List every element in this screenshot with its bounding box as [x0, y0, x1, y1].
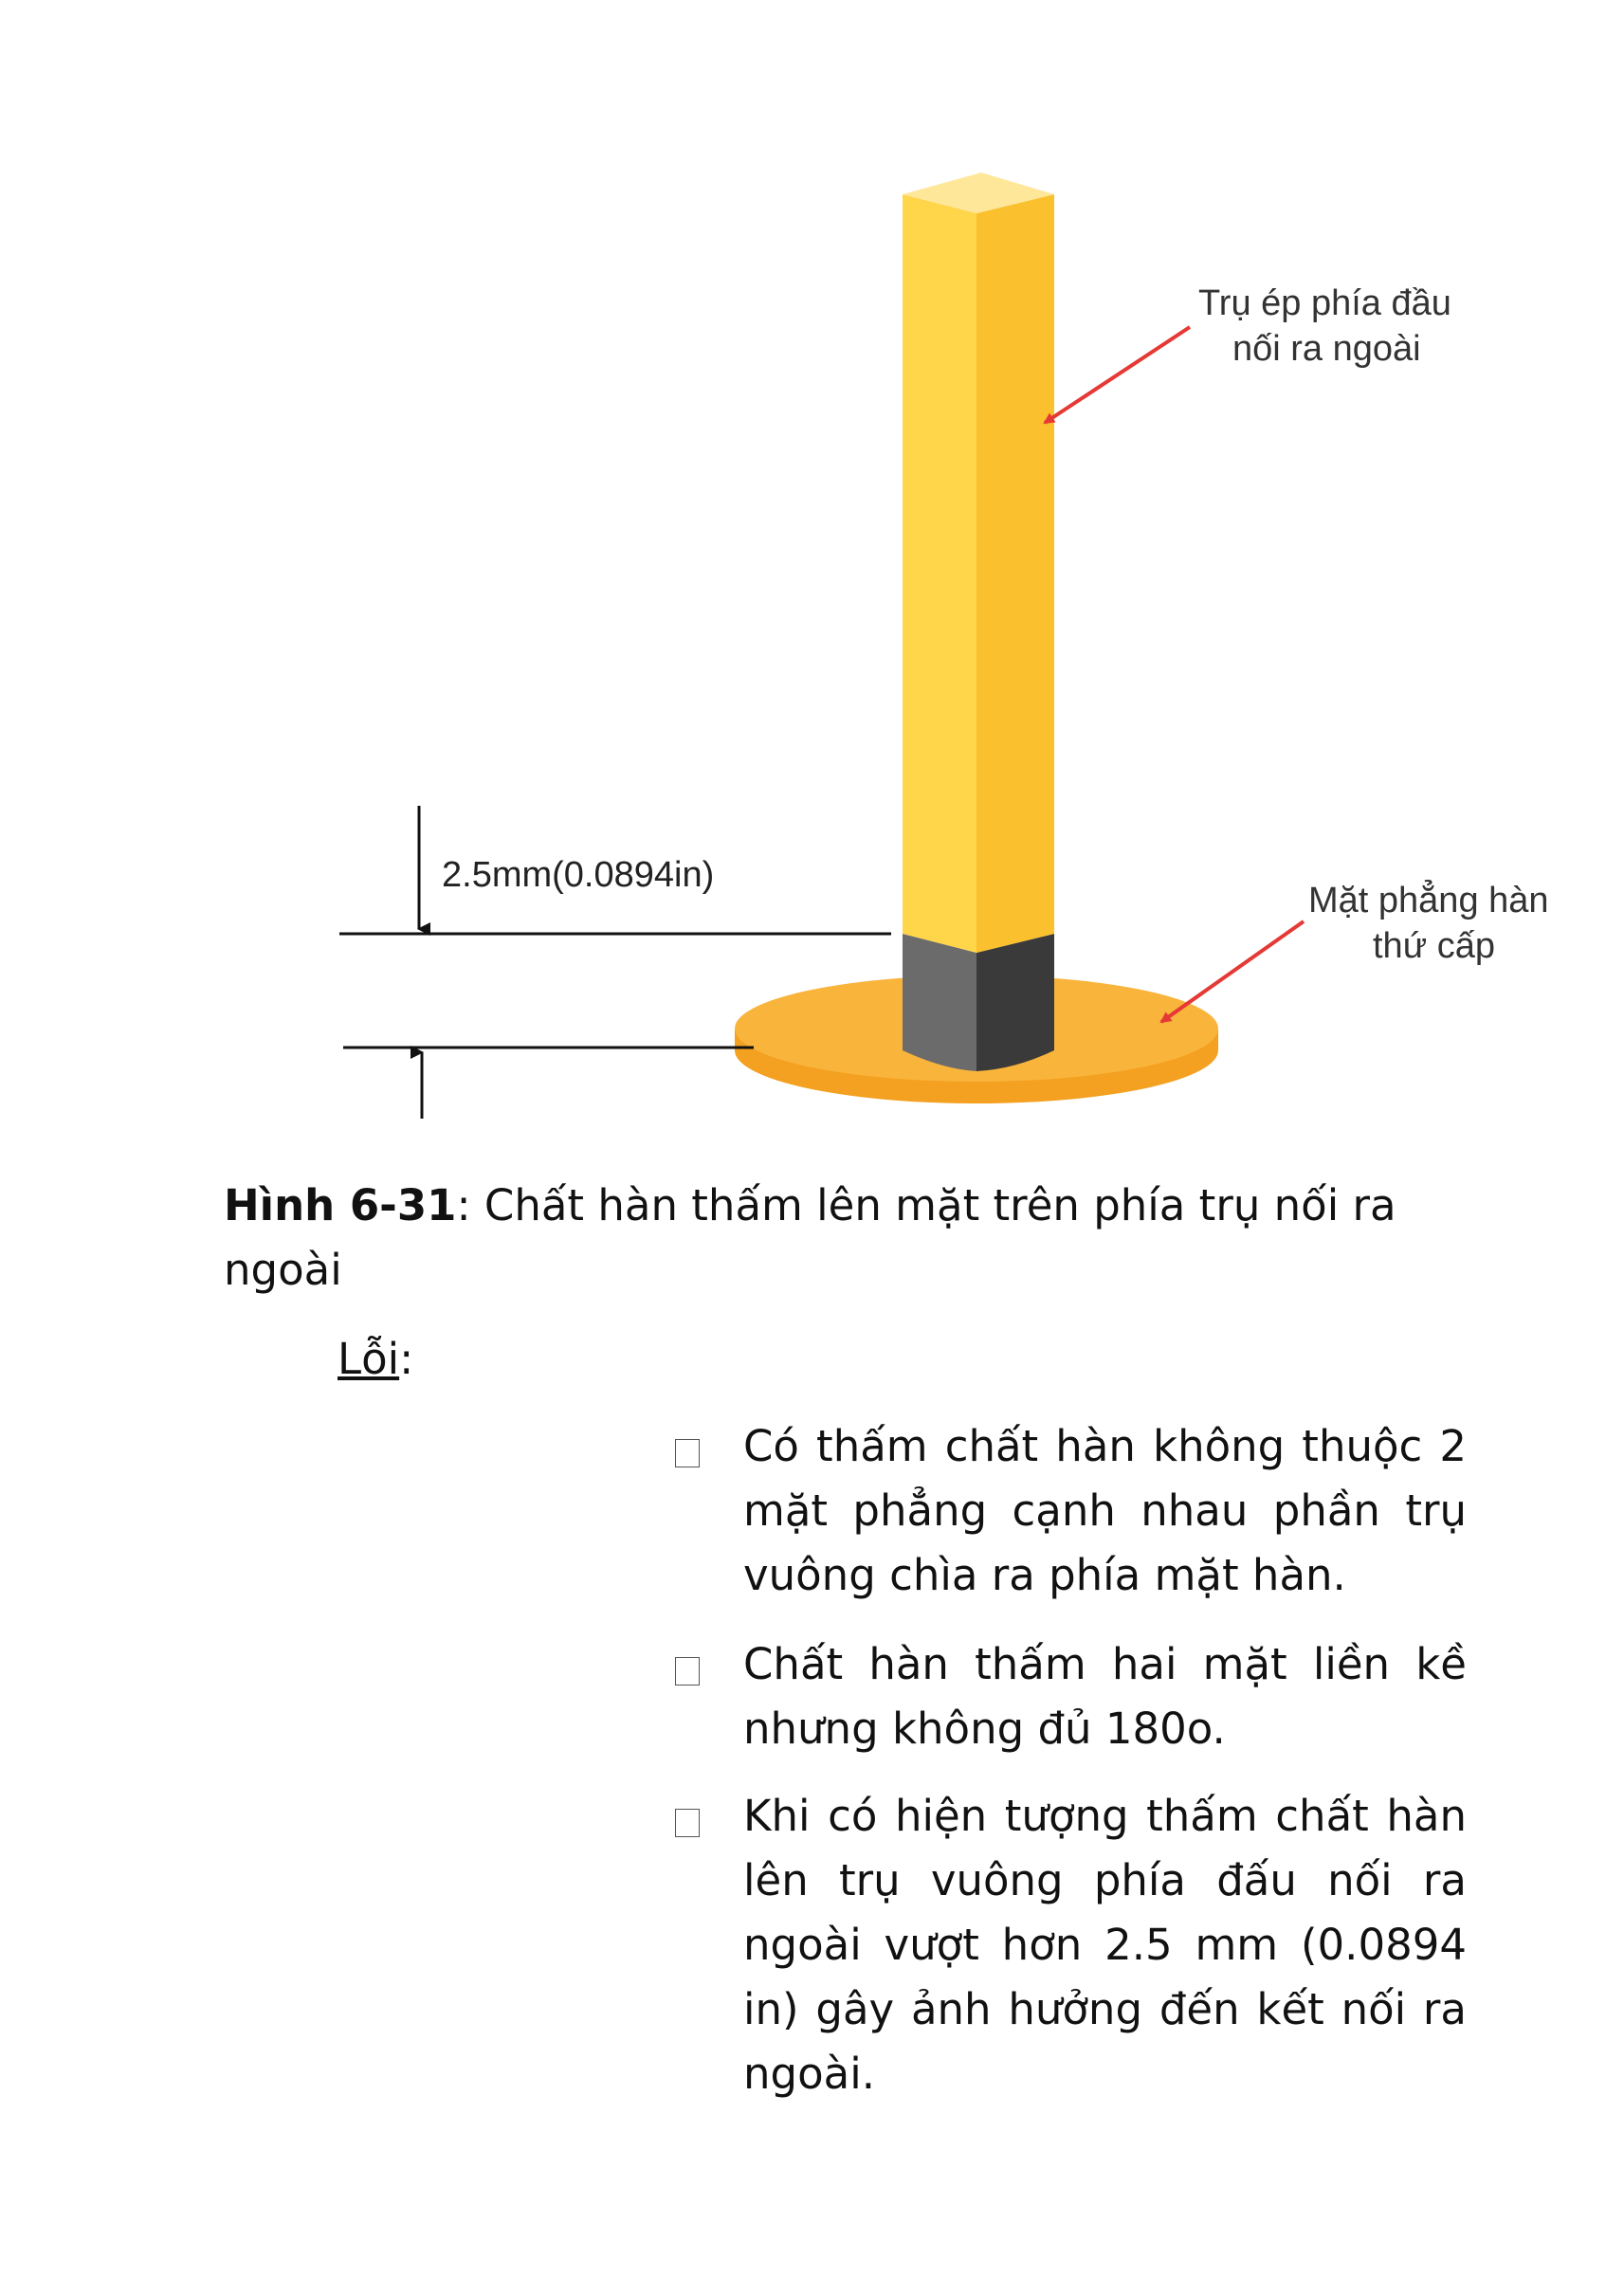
pin-label-line1: Trụ ép phía đầu [1198, 283, 1451, 323]
plane-label-line1: Mặt phẳng hàn [1308, 881, 1549, 920]
plane-label-line2: thứ cấp [1373, 926, 1495, 966]
dimension-label: 2.5mm(0.0894in) [442, 855, 715, 895]
pin-pointer-arrow [1045, 327, 1190, 423]
caption-continuation [224, 1238, 342, 1303]
errors-heading-colon: : [399, 1334, 414, 1384]
caption-text-continued: ngoài [224, 1245, 342, 1295]
checkbox-bullet-icon [675, 1809, 700, 1837]
figure-caption [224, 1174, 1466, 1238]
caption-text: : Chất hàn thấm lên mặt trên phía trụ nối ra [456, 1180, 1396, 1230]
pin-label-line2: nối ra ngoài [1232, 329, 1421, 369]
error-item-text: Khi có hiện tượng thấm chất hàn lên trụ vuông phía đấu nối ra ngoài vượt hơn 2.5 mm (0.0894 in) gây ảnh hưởng đến kết nối ra ngoài. [743, 1791, 1467, 2099]
errors-heading [338, 1327, 413, 1392]
plane-pointer-arrow [1161, 921, 1304, 1022]
square-pin [903, 173, 1054, 953]
figure-number: Hình 6-31 [224, 1180, 457, 1230]
error-item-text: Có thấm chất hàn không thuộc 2 mặt phẳng cạnh nhau phần trụ vuông chìa ra phía mặt hàn. [743, 1421, 1467, 1600]
solder-wicking [903, 934, 1054, 1071]
error-item-text: Chất hàn thấm hai mặt liền kề nhưng không đủ 180o. [743, 1639, 1467, 1754]
checkbox-bullet-icon [675, 1657, 700, 1686]
checkbox-bullet-icon [675, 1439, 700, 1467]
errors-heading-label: Lỗi [338, 1334, 400, 1384]
